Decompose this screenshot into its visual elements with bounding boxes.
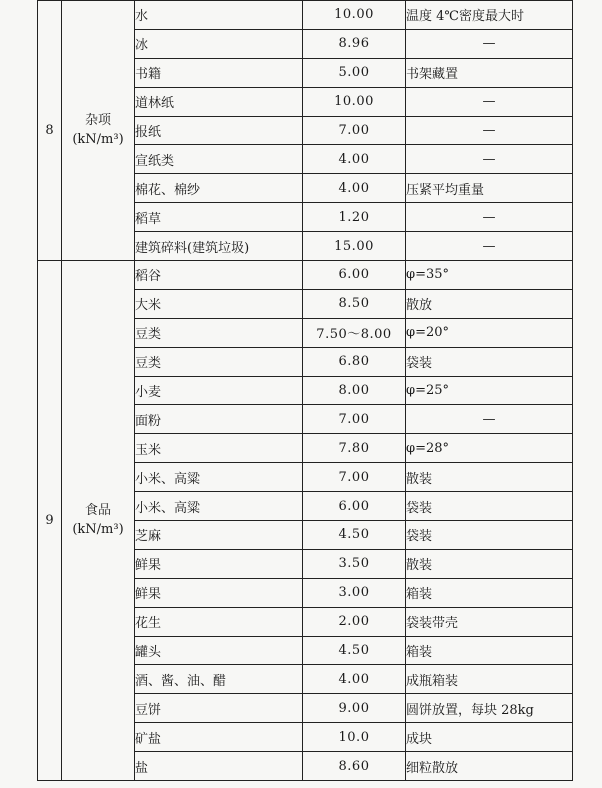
item-name: 豆类 bbox=[135, 318, 303, 347]
item-note: φ=20° bbox=[406, 318, 573, 347]
item-unit-weight: 7.00 bbox=[303, 405, 406, 434]
item-note: 袋装 bbox=[406, 347, 573, 376]
item-name: 豆饼 bbox=[135, 694, 303, 723]
item-name: 面粉 bbox=[135, 405, 303, 434]
item-name: 道林纸 bbox=[135, 87, 303, 116]
table-row bbox=[38, 1, 573, 30]
item-name: 宣纸类 bbox=[135, 145, 303, 174]
item-note: — bbox=[406, 116, 573, 145]
item-name: 报纸 bbox=[135, 116, 303, 145]
item-name: 鲜果 bbox=[135, 578, 303, 607]
item-name: 棉花、棉纱 bbox=[135, 174, 303, 203]
item-name: 鲜果 bbox=[135, 549, 303, 578]
item-unit-weight: 3.00 bbox=[303, 578, 406, 607]
item-unit-weight: 10.00 bbox=[303, 87, 406, 116]
group-number: 9 bbox=[38, 261, 62, 781]
item-note: 散装 bbox=[406, 463, 573, 492]
item-note: 袋装 bbox=[406, 521, 573, 550]
item-note: — bbox=[406, 29, 573, 58]
material-weight-table bbox=[37, 0, 573, 781]
item-note: 书架藏置 bbox=[406, 58, 573, 87]
item-unit-weight: 4.00 bbox=[303, 174, 406, 203]
item-unit-weight: 7.50～8.00 bbox=[303, 318, 406, 347]
item-note: φ=25° bbox=[406, 376, 573, 405]
item-name: 矿盐 bbox=[135, 723, 303, 752]
item-name: 盐 bbox=[135, 752, 303, 781]
item-note: 散装 bbox=[406, 549, 573, 578]
item-name: 建筑碎料(建筑垃圾) bbox=[135, 232, 303, 261]
item-unit-weight: 7.00 bbox=[303, 463, 406, 492]
item-note: 成瓶箱装 bbox=[406, 665, 573, 694]
item-unit-weight: 9.00 bbox=[303, 694, 406, 723]
item-name: 书籍 bbox=[135, 58, 303, 87]
item-note: — bbox=[406, 145, 573, 174]
item-note: 圆饼放置，每块 28kg bbox=[406, 694, 573, 723]
item-name: 玉米 bbox=[135, 434, 303, 463]
item-name: 罐头 bbox=[135, 636, 303, 665]
item-note: 箱装 bbox=[406, 578, 573, 607]
item-name: 稻草 bbox=[135, 203, 303, 232]
item-unit-weight: 6.00 bbox=[303, 261, 406, 290]
group-name: 杂项 bbox=[84, 112, 111, 128]
group-unit: (kN/m³) bbox=[72, 521, 124, 537]
item-note: 箱装 bbox=[406, 636, 573, 665]
item-unit-weight: 4.50 bbox=[303, 636, 406, 665]
item-unit-weight: 5.00 bbox=[303, 58, 406, 87]
item-note: 成块 bbox=[406, 723, 573, 752]
group-category bbox=[62, 261, 135, 781]
item-note: 袋装 bbox=[406, 492, 573, 521]
group-category bbox=[62, 1, 135, 261]
item-name: 大米 bbox=[135, 289, 303, 318]
group-number: 8 bbox=[38, 1, 62, 261]
item-unit-weight: 10.00 bbox=[303, 1, 406, 30]
item-unit-weight: 4.00 bbox=[303, 145, 406, 174]
table-row bbox=[38, 261, 573, 290]
item-note: — bbox=[406, 87, 573, 116]
item-note: 温度 4℃密度最大时 bbox=[406, 1, 573, 30]
item-unit-weight: 3.50 bbox=[303, 549, 406, 578]
item-unit-weight: 8.00 bbox=[303, 376, 406, 405]
item-name: 冰 bbox=[135, 29, 303, 58]
item-unit-weight: 2.00 bbox=[303, 607, 406, 636]
item-unit-weight: 7.00 bbox=[303, 116, 406, 145]
item-note: 袋装带壳 bbox=[406, 607, 573, 636]
item-unit-weight: 7.80 bbox=[303, 434, 406, 463]
item-unit-weight: 8.50 bbox=[303, 289, 406, 318]
item-note: — bbox=[406, 232, 573, 261]
item-note: φ=28° bbox=[406, 434, 573, 463]
item-unit-weight: 1.20 bbox=[303, 203, 406, 232]
item-name: 酒、酱、油、醋 bbox=[135, 665, 303, 694]
item-unit-weight: 6.00 bbox=[303, 492, 406, 521]
item-unit-weight: 10.0 bbox=[303, 723, 406, 752]
item-unit-weight: 6.80 bbox=[303, 347, 406, 376]
group-name: 食品 bbox=[84, 502, 111, 518]
item-unit-weight: 8.96 bbox=[303, 29, 406, 58]
item-unit-weight: 4.50 bbox=[303, 521, 406, 550]
item-name: 小米、高粱 bbox=[135, 463, 303, 492]
item-unit-weight: 4.00 bbox=[303, 665, 406, 694]
group-unit: (kN/m³) bbox=[72, 131, 124, 147]
item-name: 豆类 bbox=[135, 347, 303, 376]
item-name: 小麦 bbox=[135, 376, 303, 405]
table-body bbox=[38, 1, 573, 781]
item-name: 稻谷 bbox=[135, 261, 303, 290]
item-note: — bbox=[406, 405, 573, 434]
item-name: 小米、高粱 bbox=[135, 492, 303, 521]
item-name: 水 bbox=[135, 1, 303, 30]
item-note: — bbox=[406, 203, 573, 232]
item-name: 芝麻 bbox=[135, 521, 303, 550]
item-unit-weight: 15.00 bbox=[303, 232, 406, 261]
item-note: 散放 bbox=[406, 289, 573, 318]
item-note: 细粒散放 bbox=[406, 752, 573, 781]
item-unit-weight: 8.60 bbox=[303, 752, 406, 781]
item-note: 压紧平均重量 bbox=[406, 174, 573, 203]
item-name: 花生 bbox=[135, 607, 303, 636]
item-note: φ=35° bbox=[406, 261, 573, 290]
